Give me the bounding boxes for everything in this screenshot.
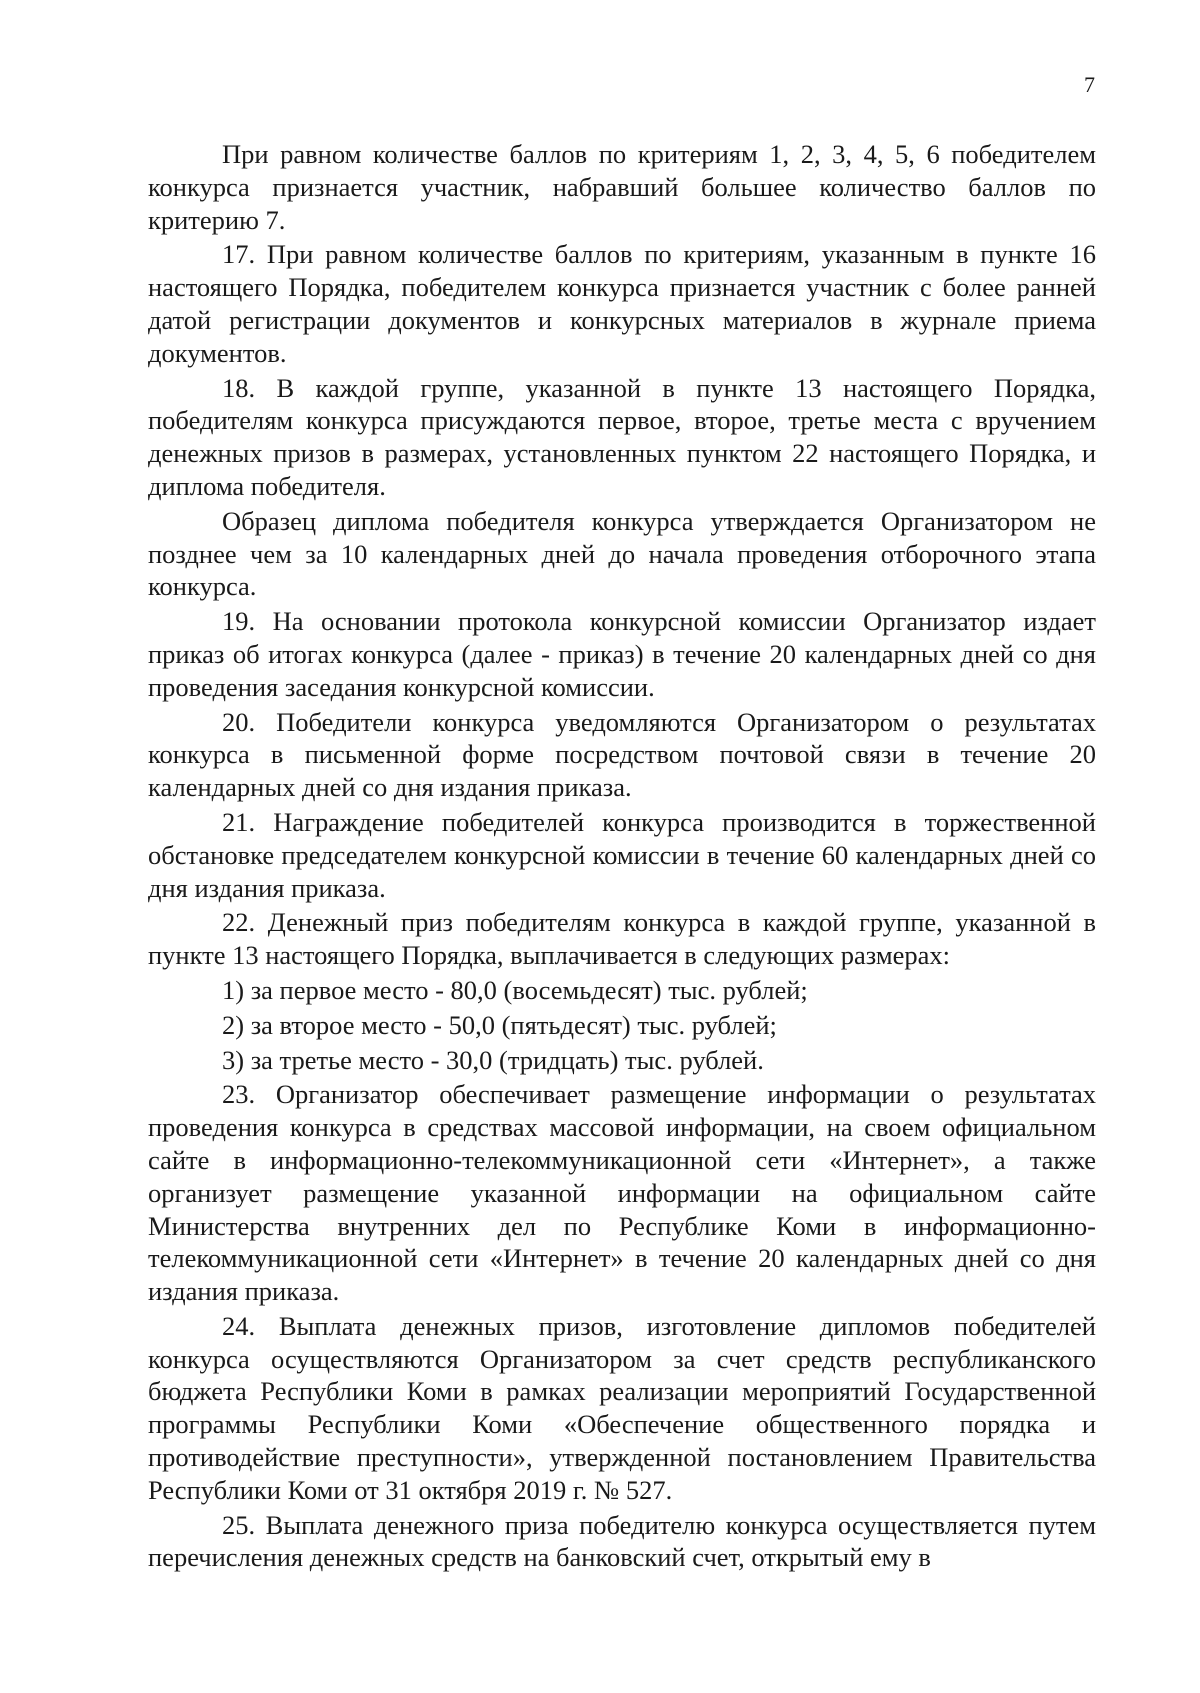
paragraph-diploma-sample: Образец диплома победителя конкурса утверждается Организатором не позднее чем за 10 календарных дней до начала проведения отборочного этапа конкурса.: [148, 505, 1096, 602]
prize-first-place: 1) за первое место - 80,0 (восемьдесят) тыс. рублей;: [222, 974, 808, 1005]
paragraph-22: 22. Денежный приз победителям конкурса в каждой группе, указанной в пункте 13 настоящего Порядка, выплачивается в следующих размерах:: [148, 907, 1096, 971]
paragraph-20: 20. Победители конкурса уведомляются Организатором о результатах конкурса в письменной форме посредством почтовой связи в течение 20 календарных дней со дня издания приказа.: [148, 706, 1096, 803]
paragraph-17: 17. При равном количестве баллов по критериям, указанным в пункте 16 настоящего Порядка, победителем конкурса признается участник с более ранней датой регистрации документов и конкурсных материалов в журнале приема документов.: [148, 239, 1096, 368]
paragraph-25: 25. Выплата денежного приза победителю конкурса осуществляется путем перечисления денежных средств на банковский счет, открытый ему в: [148, 1509, 1096, 1573]
paragraph-19: 19. На основании протокола конкурсной комиссии Организатор издает приказ об итогах конкурса (далее - приказ) в течение 20 календарных дней со дня проведения заседания конкурсной комиссии.: [148, 606, 1096, 702]
prize-third-place: 3) за третье место - 30,0 (тридцать) тыс. рублей.: [222, 1044, 764, 1075]
paragraph-24: 24. Выплата денежных призов, изготовление дипломов победителей конкурса осуществляются Организатором за счет средств республиканского бюджета Республики Коми в рамках реализации мероприятий Государственной программы Республики Коми «Обеспечение общественного порядка и противодействие преступности», утвержденной постановлением Правительства Республики Коми от 31 октября 2019 г. № 527.: [148, 1310, 1096, 1505]
paragraph-21: 21. Награждение победителей конкурса производится в торжественной обстановке председателем конкурсной комиссии в течение 60 календарных дней со дня издания приказа.: [148, 806, 1096, 903]
prize-second-place: 2) за второе место - 50,0 (пятьдесят) тыс. рублей;: [222, 1009, 777, 1040]
page-number: 7: [1084, 72, 1095, 97]
paragraph-criteria-tie: При равном количестве баллов по критериям 1, 2, 3, 4, 5, 6 победителем конкурса признается участник, набравший большее количество баллов по критерию 7.: [148, 139, 1096, 235]
paragraph-18: 18. В каждой группе, указанной в пункте 13 настоящего Порядка, победителям конкурса присуждаются первое, второе, третье места с вручением денежных призов в размерах, установленных пунктом 22 настоящего Порядка, и диплома победителя.: [148, 372, 1096, 501]
paragraph-23: 23. Организатор обеспечивает размещение информации о результатах проведения конкурса в средствах массовой информации, на своем официальном сайте в информационно-телекоммуникационной сети «Интернет», а также организует размещение указанной информации на официальном сайте Министерства внутренних дел по Республике Коми в информационно-телекоммуникационной сети «Интернет» в течение 20 календарных дней со дня издания приказа.: [148, 1079, 1096, 1307]
document-body: [148, 138, 1096, 1574]
